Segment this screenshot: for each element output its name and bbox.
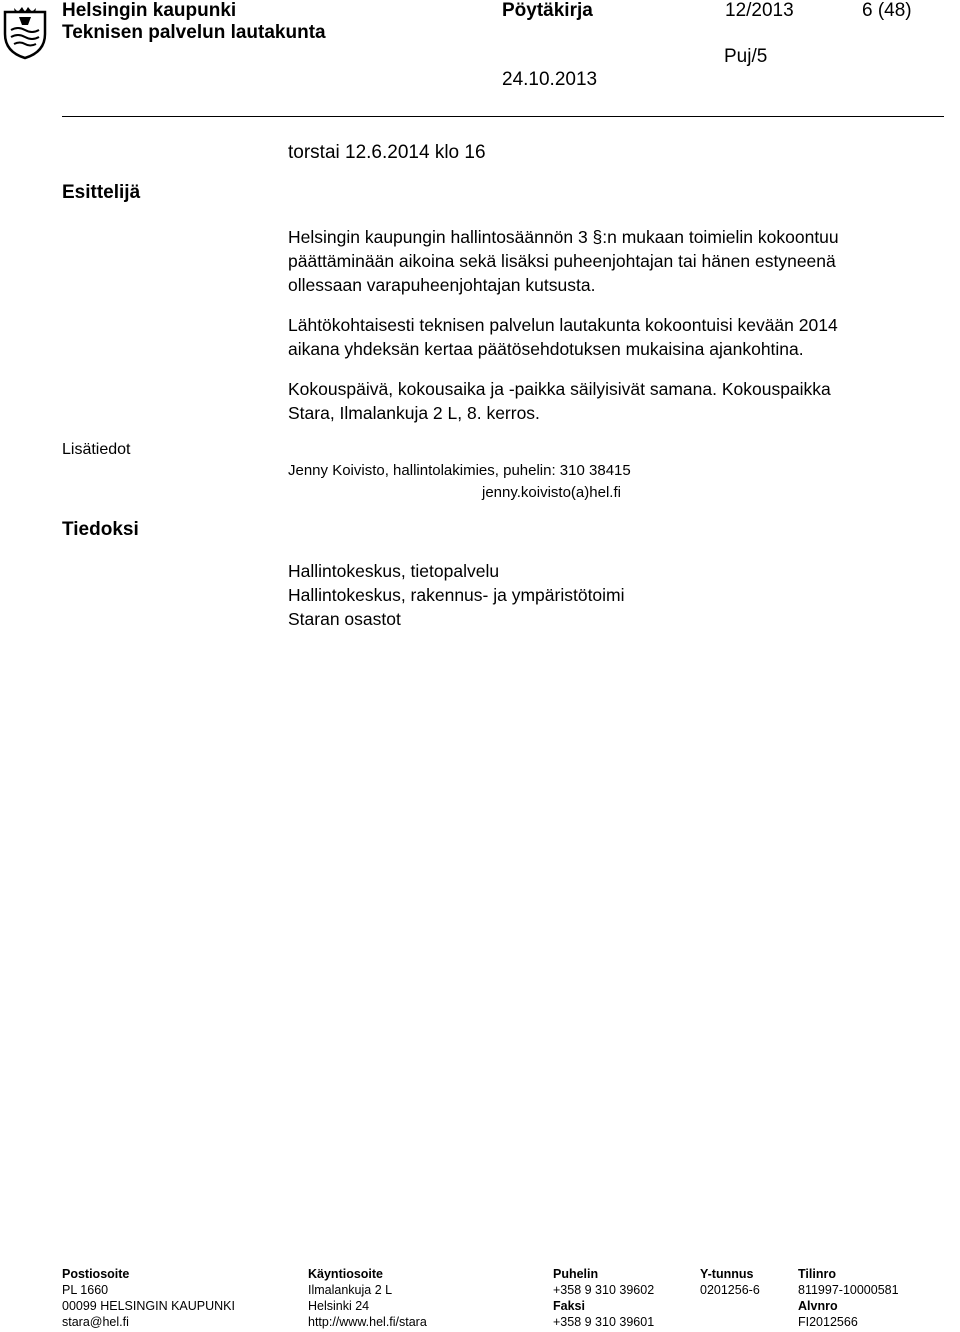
section-code: Puj/5 <box>724 46 768 67</box>
footer-col-postal <box>62 1266 235 1330</box>
recipient-item: Hallintokeskus, tietopalvelu <box>288 561 500 581</box>
document-type: Pöytäkirja <box>502 0 593 21</box>
text-line: Stara, Ilmalankuja 2 L, 8. kerros. <box>288 403 540 423</box>
presenter-label: Esittelijä <box>62 182 141 203</box>
document-number: 12/2013 <box>725 0 794 21</box>
footer-line: 00099 HELSINGIN KAUPUNKI <box>62 1299 235 1313</box>
footer-line: stara@hel.fi <box>62 1315 129 1329</box>
contact-line: Jenny Koivisto, hallintolakimies, puhelin: 310 38415 <box>288 462 631 479</box>
text-line: Kokouspäivä, kokousaika ja -paikka säilyisivät samana. Kokouspaikka <box>288 379 831 399</box>
helsinki-crest-logo <box>2 4 48 60</box>
footer-line: Helsinki 24 <box>308 1299 370 1313</box>
contact-email: jenny.koivisto(a)hel.fi <box>482 484 621 501</box>
footer-col-visit <box>308 1266 427 1330</box>
more-info-label: Lisätiedot <box>62 441 131 458</box>
footer-title: Postiosoite <box>62 1267 130 1281</box>
header-divider <box>62 116 944 117</box>
footer-line: 811997-10000581 <box>798 1283 899 1297</box>
footer-col-phone <box>553 1266 654 1330</box>
text-line: ollessaan varapuheenjohtajan kutsusta. <box>288 275 596 295</box>
footer-col-account <box>798 1266 899 1330</box>
footer-line: http://www.hel.fi/stara <box>308 1315 427 1329</box>
board-name: Teknisen palvelun lautakunta <box>62 22 326 43</box>
footer-label: Faksi <box>553 1299 585 1313</box>
text-line: päättäminään aikoina sekä lisäksi puheenjohtajan tai hänen estyneenä <box>288 251 836 271</box>
footer-title: Puhelin <box>553 1267 599 1281</box>
footer-label: Alvnro <box>798 1299 838 1313</box>
recipient-item: Hallintokeskus, rakennus- ja ympäristötoimi <box>288 585 625 605</box>
paragraph-venue <box>288 377 831 425</box>
paragraph-schedule <box>288 313 838 361</box>
recipient-item: Staran osastot <box>288 609 401 629</box>
footer-title: Käyntiosoite <box>308 1267 384 1281</box>
recipients-label: Tiedoksi <box>62 519 139 540</box>
footer-line: FI2012566 <box>798 1315 858 1329</box>
contact-info <box>288 460 631 504</box>
footer-line: Ilmalankuja 2 L <box>308 1283 393 1297</box>
city-name: Helsingin kaupunki <box>62 0 237 21</box>
footer-title: Y-tunnus <box>700 1267 754 1281</box>
footer-line: 0201256-6 <box>700 1283 760 1297</box>
footer-col-business-id <box>700 1266 760 1298</box>
document-date: 24.10.2013 <box>502 69 598 90</box>
paragraph-rules <box>288 225 839 297</box>
page-number: 6 (48) <box>862 0 912 21</box>
meeting-date-line: torstai 12.6.2014 klo 16 <box>288 142 486 163</box>
footer-line: +358 9 310 39602 <box>553 1283 655 1297</box>
text-line: Lähtökohtaisesti teknisen palvelun lautakunta kokoontuisi kevään 2014 <box>288 315 838 335</box>
text-line: aikana yhdeksän kertaa päätösehdotuksen mukaisina ajankohtina. <box>288 339 804 359</box>
text-line: Helsingin kaupungin hallintosäännön 3 §:n mukaan toimielin kokoontuu <box>288 227 839 247</box>
recipients-list <box>288 559 625 631</box>
footer-line: PL 1660 <box>62 1283 109 1297</box>
footer-line: +358 9 310 39601 <box>553 1315 655 1329</box>
footer-title: Tilinro <box>798 1267 836 1281</box>
